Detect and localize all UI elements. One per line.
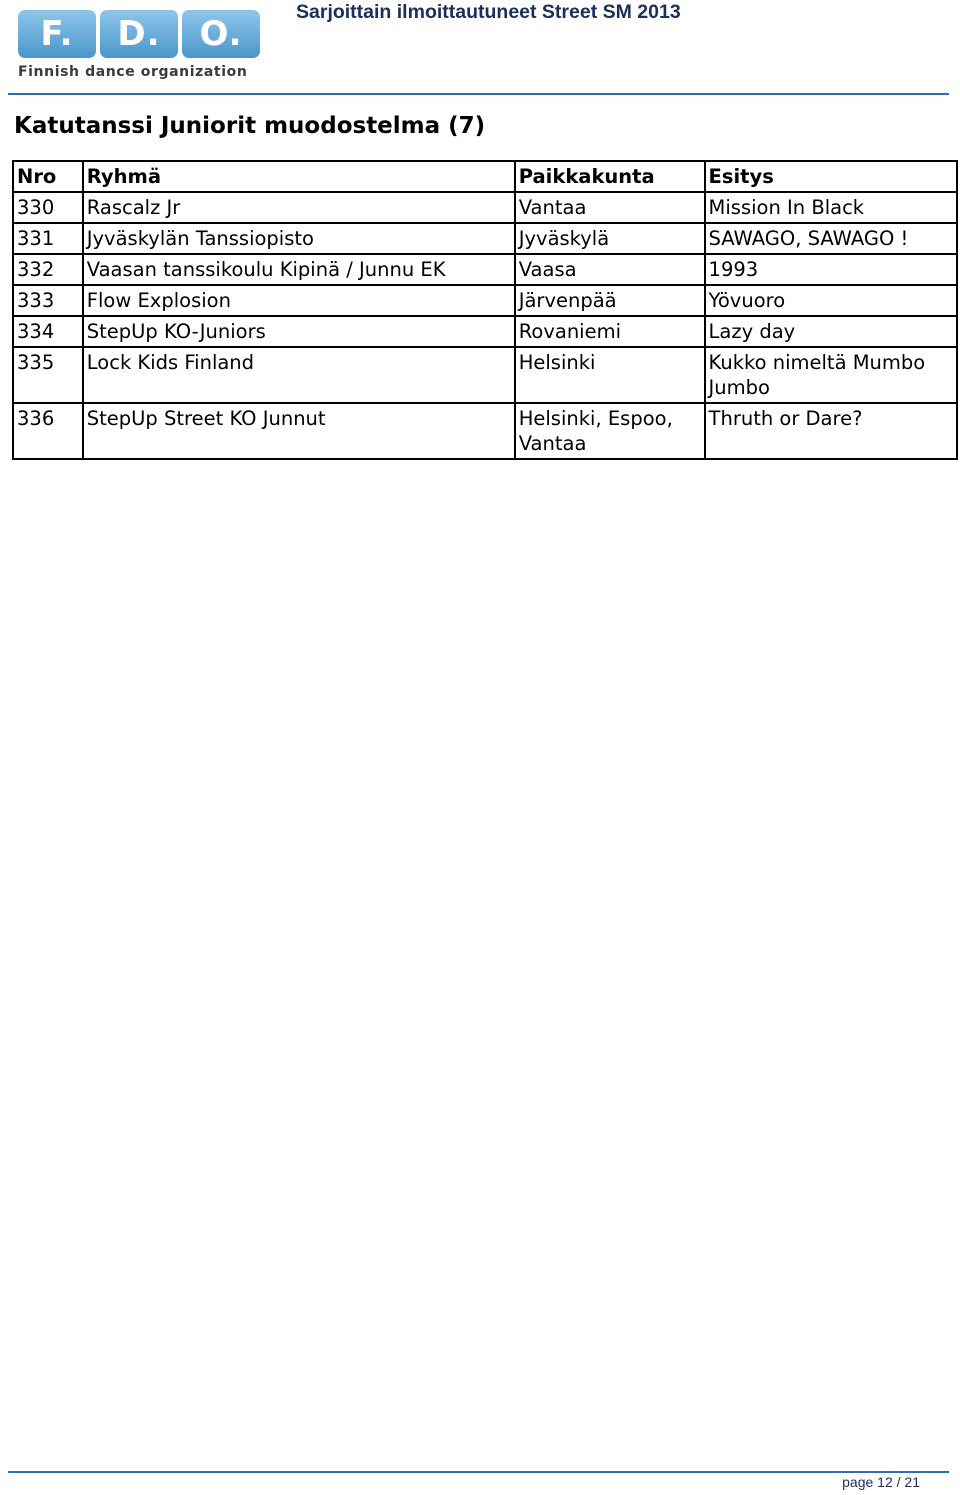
cell-esitys: 1993 [705,254,957,285]
page-header-title: Sarjoittain ilmoittautuneet Street SM 2013 [296,1,681,23]
logo-box-f [18,10,96,58]
entries-table [12,160,958,460]
column-header-esitys: Esitys [705,161,957,192]
cell-paikkakunta: Vaasa [515,254,705,285]
cell-ryhma: Flow Explosion [83,285,515,316]
table-row [13,347,957,403]
logo-subtitle: Finnish dance organization [18,64,248,80]
page-number: page 12 / 21 [842,1474,920,1490]
cell-nro: 334 [13,316,83,347]
table-row [13,254,957,285]
header-divider [8,93,949,95]
logo-box-o [182,10,260,58]
cell-ryhma: StepUp Street KO Junnut [83,403,515,459]
cell-paikkakunta: Vantaa [515,192,705,223]
logo-mark [18,10,260,58]
column-header-ryhma: Ryhmä [83,161,515,192]
table-header-row [13,161,957,192]
logo-letter-f: F. [40,14,74,54]
cell-paikkakunta: Helsinki, Espoo, Vantaa [515,403,705,459]
table-row [13,403,957,459]
table-row [13,192,957,223]
table-row [13,223,957,254]
column-header-paikkakunta: Paikkakunta [515,161,705,192]
table-row [13,285,957,316]
cell-nro: 333 [13,285,83,316]
cell-ryhma: Jyväskylän Tanssiopisto [83,223,515,254]
cell-paikkakunta: Rovaniemi [515,316,705,347]
cell-nro: 330 [13,192,83,223]
cell-ryhma: StepUp KO-Juniors [83,316,515,347]
cell-esitys: Lazy day [705,316,957,347]
cell-esitys: Thruth or Dare? [705,403,957,459]
cell-esitys: SAWAGO, SAWAGO ! [705,223,957,254]
fdo-logo [18,10,260,84]
cell-nro: 336 [13,403,83,459]
cell-paikkakunta: Jyväskylä [515,223,705,254]
table-row [13,316,957,347]
logo-box-d [100,10,178,58]
cell-ryhma: Lock Kids Finland [83,347,515,403]
footer-divider [8,1471,949,1473]
logo-letter-o: O. [199,14,243,54]
logo-letter-d: D. [117,14,161,54]
cell-esitys: Kukko nimeltä Mumbo Jumbo [705,347,957,403]
cell-nro: 331 [13,223,83,254]
cell-ryhma: Rascalz Jr [83,192,515,223]
column-header-nro: Nro [13,161,83,192]
cell-ryhma: Vaasan tanssikoulu Kipinä / Junnu EK [83,254,515,285]
cell-paikkakunta: Järvenpää [515,285,705,316]
cell-paikkakunta: Helsinki [515,347,705,403]
section-title: Katutanssi Juniorit muodostelma (7) [14,113,486,139]
cell-esitys: Yövuoro [705,285,957,316]
cell-nro: 332 [13,254,83,285]
cell-nro: 335 [13,347,83,403]
cell-esitys: Mission In Black [705,192,957,223]
